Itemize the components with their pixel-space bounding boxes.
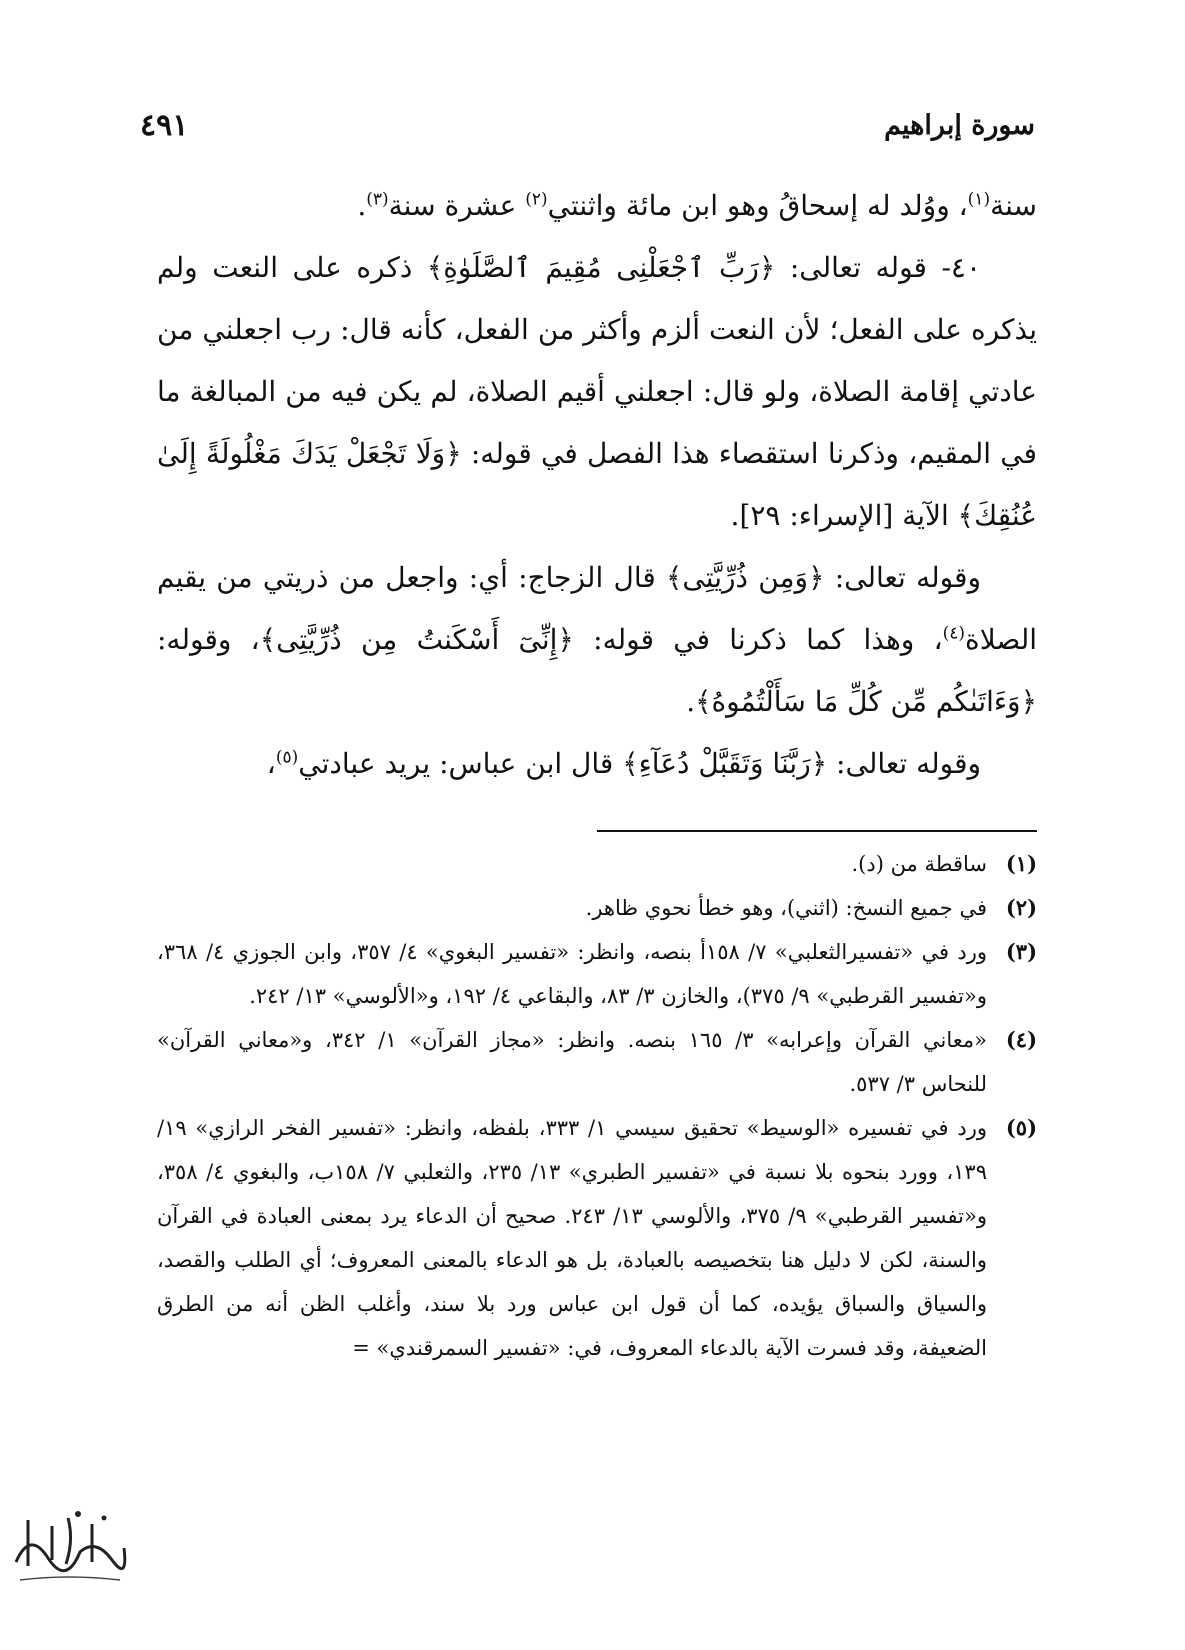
footnote-separator <box>597 830 1037 832</box>
footnote-number: (٣) <box>1005 939 1037 964</box>
footnote <box>157 1018 1037 1106</box>
quran-verse: رَبِّ ٱجْعَلْنِى مُقِيمَ ٱلصَّلَوٰةِ <box>443 251 759 284</box>
paragraph-1: سنة$^{(١)}$، ووُلد له إسحاقُ وهو ابن مائة واثنتي$^{(٢)}$ عشرة سنة$^{(٣)}$. <box>357 189 1037 222</box>
quran-bracket-close: ﴾ <box>666 561 683 594</box>
quran-verse: رَبَّنَا وَتَقَبَّلْ دُعَآءِ <box>638 747 811 780</box>
footnote-text: ورد في «تفسيرالثعلبي» ٧/ ١٥٨أ بنصه، وانظر: «تفسير البغوي» ٤/ ٣٥٧، وابن الجوزي ٤/ ٣٦٨، و«تفسير القرطبي» ٩/ ٣٧٥)، والخازن ٣/ ٨٣، والبقاعي ٤/ ١٩٢، و«الألوسي» ١٣/ ٢٤٢. <box>157 940 987 1008</box>
page-number: ٤٩١ <box>140 107 189 143</box>
quran-bracket-open: ﴿ <box>445 437 462 470</box>
footnote-number: (٤) <box>1005 1027 1037 1052</box>
footnote-ref-2: (٢) <box>525 189 548 210</box>
paragraph-2: ٤٠- قوله تعالى: ﴿رَبِّ ٱجْعَلْنِى مُقِيمَ ٱلصَّلَوٰةِ﴾ ذكره على النعت ولم يذكره على الفعل؛ لأن النعت ألزم وأكثر من الفعل، كأنه قال: رب اجعلني من عادتي إقامة الصلاة، ولو قال: اجعلني أقيم الصلاة، لم يكن فيه من المبالغة ما في المقيم، وذكرنا استقصاء هذا الفصل في قوله: ﴿وَلَا تَجْعَلْ يَدَكَ مَغْلُولَةً إِلَىٰ عُنُقِكَ﴾ الآية [الإسراء: ٢٩]. <box>157 251 1038 532</box>
footnote-text: ساقطة من (د). <box>851 852 987 876</box>
footnote-number: (١) <box>1005 851 1037 876</box>
footnote-ref-4: (٤) <box>942 623 966 644</box>
footnote-text: «معاني القرآن وإعرابه» ٣/ ١٦٥ بنصه. وانظر: «مجاز القرآن» ١/ ٣٤٢، و«معاني القرآن» للنحاس ٣/ ٥٣٧. <box>157 1028 987 1096</box>
quran-bracket-close: ﴾ <box>426 251 444 284</box>
footnote-ref-5: (٥) <box>275 747 299 768</box>
footnote-number: (٥) <box>1005 1115 1037 1140</box>
footnote-number: (٢) <box>1005 895 1037 920</box>
quran-bracket-close: ﴾ <box>695 685 712 718</box>
footnote <box>157 886 1037 930</box>
quran-bracket-open: ﴿ <box>808 561 825 594</box>
quran-bracket-open: ﴿ <box>758 251 776 284</box>
footnote <box>157 842 1037 886</box>
quran-bracket-close: ﴾ <box>957 499 975 532</box>
surah-title: سورة إبراهيم <box>884 109 1035 141</box>
footnote-text: ورد في تفسيره «الوسيط» تحقيق سيسي ١/ ٣٣٣، بلفظه، وانظر: «تفسير الفخر الرازي» ١٩/ ١٣٩، وورد بنحوه بلا نسبة في «تفسير الطبري» ١٣/ ٢٣٥، والثعلبي ٧/ ١٥٨ب، والبغوي ٤/ ٣٥٨، و«تفسير القرطبي» ٩/ ٣٧٥، والألوسي ١٣/ ٢٤٣. صحيح أن الدعاء يرد بمعنى العبادة في القرآن والسنة، لكن لا دليل هنا بتخصيصه بالعبادة، بل هو الدعاء بالمعنى المعروف؛ أي الطلب والقصد، والسياق والسباق يؤيده، كما أن قول ابن عباس ورد بلا سند، وأغلب الظن أنه من الطرق الضعيفة، وقد فسرت الآية بالدعاء المعروف، في: «تفسير السمرقندي» = <box>157 1116 987 1360</box>
quran-bracket-close: ﴾ <box>259 623 277 656</box>
quran-bracket-open: ﴿ <box>1020 685 1037 718</box>
quran-bracket-open: ﴿ <box>810 747 828 780</box>
quran-verse: إِنِّىٓ أَسْكَنتُ مِن ذُرِّيَّتِى <box>276 623 558 656</box>
paragraph-4: وقوله تعالى: ﴿رَبَّنَا وَتَقَبَّلْ دُعَآءِ﴾ قال ابن عباس: يريد عبادتي$^{(٥)}$، <box>266 747 981 780</box>
quran-verse: وَلَا تَجْعَلْ يَدَكَ مَغْلُولَةً إِلَىٰ عُنُقِكَ <box>157 437 1037 532</box>
page-header <box>140 100 1035 150</box>
footnote <box>157 1106 1037 1370</box>
footnote <box>157 930 1037 1018</box>
main-text <box>157 175 1037 795</box>
library-stamp-logo <box>8 1500 128 1595</box>
quran-bracket-close: ﴾ <box>622 747 639 780</box>
footnote-ref-1: (١) <box>967 189 991 210</box>
quran-verse: وَءَاتَىٰكُم مِّن كُلِّ مَا سَأَلْتُمُوهُ <box>711 685 1021 718</box>
quran-bracket-open: ﴿ <box>557 623 574 656</box>
quran-verse: وَمِن ذُرِّيَّتِى <box>682 561 809 594</box>
footnotes <box>157 842 1037 1370</box>
footnote-text: في جميع النسخ: (اثني)، وهو خطأ نحوي ظاهر. <box>585 896 987 920</box>
footnote-ref-3: (٣) <box>366 189 389 210</box>
paragraph-3: وقوله تعالى: ﴿وَمِن ذُرِّيَّتِى﴾ قال الزجاج: أي: واجعل من ذريتي من يقيم الصلاة$^{(٤)}$، وهذا كما ذكرنا في قوله: ﴿إِنِّىٓ أَسْكَنتُ مِن ذُرِّيَّتِى﴾، وقوله: ﴿وَءَاتَىٰكُم مِّن كُلِّ مَا سَأَلْتُمُوهُ﴾. <box>157 561 1037 718</box>
